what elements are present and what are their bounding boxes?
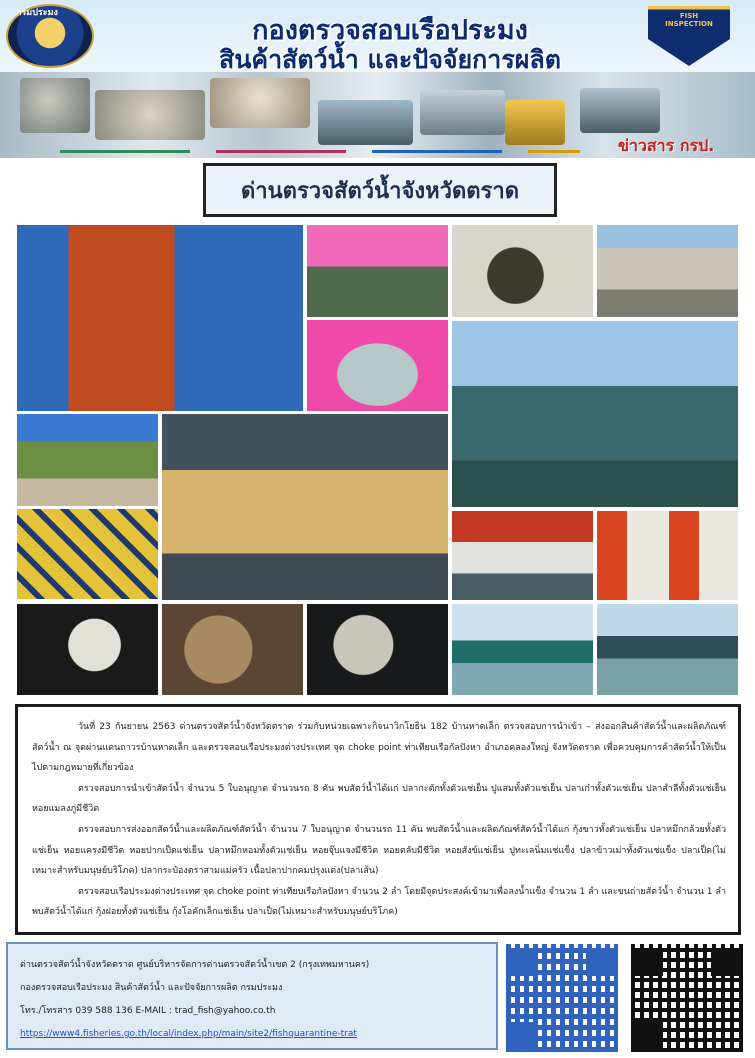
photo-fishing-boat-at-pier (451, 320, 739, 508)
photo-truck-with-pink-crates (306, 224, 449, 318)
qr-code-line-icon[interactable] (504, 942, 620, 1054)
banner-title-line1: กองตรวจสอบเรือประมง (252, 15, 528, 46)
banner-photo-officers (318, 100, 413, 145)
banner-photo-crates (505, 100, 565, 145)
contact-division: กองตรวจสอบเรือประมง สินค้าสัตว์น้ำ และปัจจัยการผลิต กรมประมง (20, 983, 283, 993)
photo-pickup-truck-inspection (596, 224, 739, 318)
banner-photo-dried-fish (20, 78, 90, 133)
photo-night-inspection-2 (306, 603, 449, 696)
photo-tarp-covered-cargo-inspection (161, 413, 449, 601)
news-label: ข่าวสาร กรป. (618, 136, 715, 155)
photo-fish-baskets-inspection (16, 413, 159, 507)
banner-photo-fresh-fish (210, 78, 310, 128)
logo-right-text: FISH INSPECTION (665, 12, 713, 28)
article-paragraph-3: ตรวจสอบการส่งออกสัตว์น้ำและผลิตภัณฑ์สัตว์น้ำ จำนวน 7 ใบอนุญาต จำนวนรถ 11 คัน พบสัตว์น้ำและผลิตภัณฑ์สัตว์น้ำได้แก่ กุ้งขาวทั้งตัวแช่เย็น ปลาหมึกกล้วยทั้งตัวแช่เย็น หอยแครงมีชีวิต หอยปากเป็ดแช่เย็น ปลาหมึกหอมทั้งตัวแช่เย็น หอยจุ๊บแจงมีชีวิต หอยตลับมีชีวิต หอยสังข์แช่เย็น ปูทะเลนิ่มแช่แข็ง ปลาข้าวเม่าทั้งตัวแช่แข็ง ปลาเป็ด(ไม่เหมาะสำหรับมนุษย์บริโภค) ปลากระป๋องตราสามแม่ครัว เนื้อปลาปากคมปรุงแต่ง(ปลาเส้น) (32, 824, 726, 877)
logo-left-text: กรมประมง (16, 8, 58, 18)
article-paragraph-1: วันที่ 23 กันยายน 2563 ด่านตรวจสัตว์น้ำจังหวัดตราด ร่วมกับหน่วยเฉพาะกิจนาวิกโยธิน 182 บ้านหาดเล็ก ตรวจสอบการนำเข้า – ส่งออกสินค้าสัตว์น้ำและผลิตภัณฑ์สัตว์น้ำ ณ จุดผ่านแดนถาวรบ้านหาดเล็ก และตรวจสอบเรือประมงต่างประเทศ จุด choke point ท่าเทียบเรือกัลปังหา อำเภอคลองใหญ่ จังหวัดตราด เพื่อควบคุมการค้าสัตว์น้ำให้เป็นไปตามกฎหมายที่เกี่ยวข้อง (32, 722, 726, 774)
contact-phone-email: โทร./โทรสาร 039 588 136 E-MAIL : trad_fish@yahoo.co.th (20, 1006, 276, 1016)
banner-title-line2: สินค้าสัตว์น้ำ และปัจจัยการผลิต (219, 45, 561, 74)
page-title: ด่านตรวจสัตว์น้ำจังหวัดตราด (240, 178, 519, 204)
photo-shellfish-pile (161, 603, 304, 696)
photo-boat-hold-with-fish (451, 510, 594, 601)
header-banner (0, 0, 755, 158)
article-paragraph-4: ตรวจสอบเรือประมงต่างประเทศ จุด choke point ท่าเทียบเรือกัลปังหา จำนวน 2 ลำ โดยมีจุดประสงค์เข้ามาเพื่อลงน้ำแข็ง จำนวน 1 ลำ และขนถ่ายสัตว์น้ำ จำนวน 1 ลำ พบสัตว์น้ำได้แก่ กุ้งฝอยทั้งตัวแช่เย็น กุ้งโอคักเล็กแช่เย็น ปลาเป็ด(ไม่เหมาะสำหรับมนุษย์บริโภค) (32, 886, 726, 918)
photo-night-truck-inspection (16, 603, 159, 696)
contact-box (6, 942, 498, 1050)
headline-box (203, 163, 557, 217)
photo-yellow-boxes (16, 508, 159, 600)
contact-website-link[interactable]: https://www4.fisheries.go.th/local/index.php/main/site2/fishquarantine-trat (20, 1029, 357, 1039)
banner-photo-inspectors (580, 88, 660, 133)
banner-photo-boat (420, 90, 505, 135)
photo-boats-in-harbor-2 (596, 603, 739, 696)
article-paragraph-2: ตรวจสอบการนำเข้าสัตว์น้ำ จำนวน 5 ใบอนุญาต จำนวนรถ 8 คัน พบสัตว์น้ำได้แก่ ปลากะตักทั้งตัวแช่เย็น ปูแสมทั้งตัวแช่เย็น ปลาเก๋าทั้งตัวแช่เย็น ปลาสำลีทั้งตัวแช่เย็น หอยแมลงภู่มีชีวิต (32, 783, 726, 815)
photo-pink-bin-with-fish (306, 319, 449, 412)
photo-officers-inspecting-container (16, 224, 304, 412)
photo-sack-of-shellfish (451, 224, 594, 318)
photo-boats-in-harbor (451, 603, 594, 696)
qr-code-website-icon[interactable] (629, 942, 745, 1054)
photo-orange-trays-of-fish (596, 510, 739, 601)
contact-office: ด่านตรวจสัตว์น้ำจังหวัดตราด ศูนย์บริหารจัดการด่านตรวจสัตว์น้ำเขต 2 (กรุงเทพมหานคร) (20, 960, 370, 970)
banner-color-lines (60, 150, 580, 153)
banner-photo-fish-pile (95, 90, 205, 140)
article-text-box (15, 704, 741, 935)
